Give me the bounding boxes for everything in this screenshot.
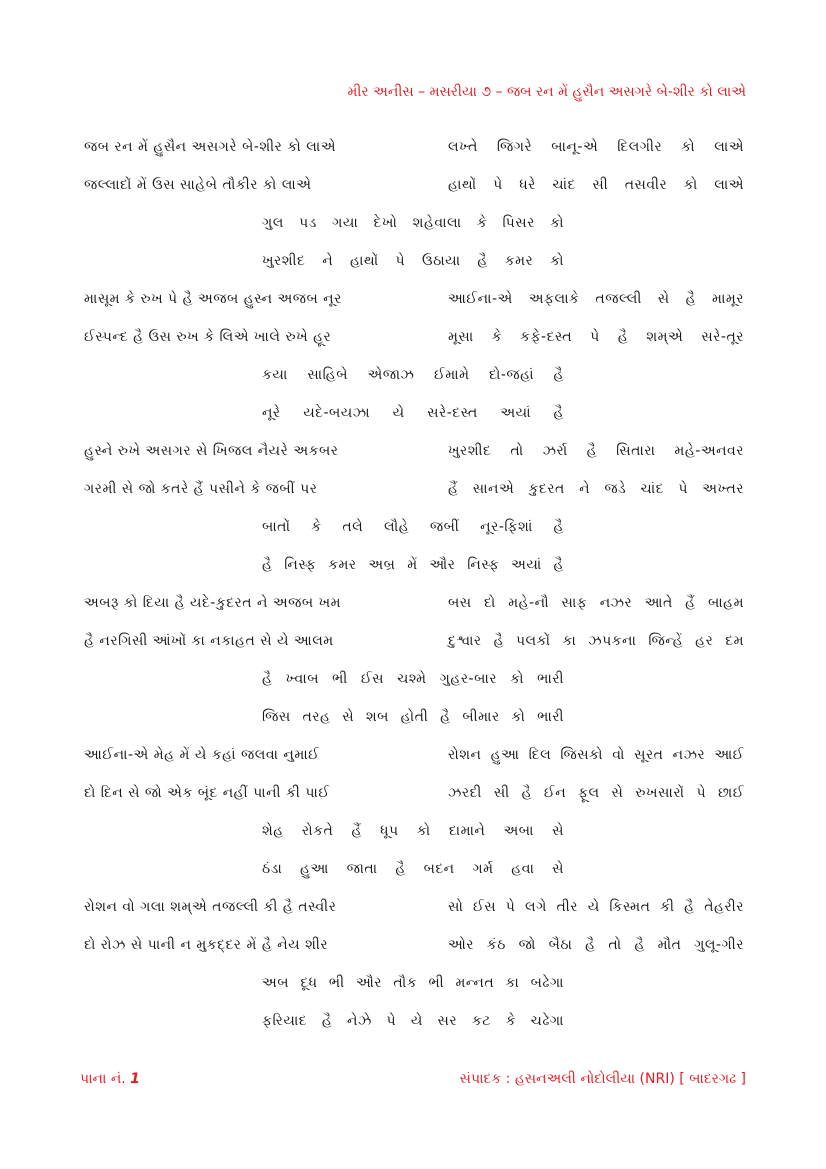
- verse-line-right: ઝરદી સી હૈ ઈન ફૂલ સે રુખસારોં પે છાઈ: [448, 785, 744, 801]
- refrain-line: બાતોં કે તલે લૌહે જબીં નૂર-ફિશાં હૈ: [262, 519, 564, 535]
- verse-line-left: અબરૂ કો દિયા હૈ યદે-કુદરત ને અજબ ખમ: [84, 595, 341, 611]
- page-number: 1: [130, 1071, 140, 1087]
- refrain-line: કયા સાહિબે એજાઝ ઈમામે દો-જહાં હૈ: [262, 367, 564, 383]
- verse-line-left: જબ રન મેં હુસૈન અસગરે બે-શીર કો લાએ: [84, 139, 336, 155]
- verse-line-left: રોશન વો ગલા શમ્એ તજલ્લી કી હૈ તસ્વીર: [84, 899, 337, 915]
- verse-line-left: ઈસ્પન્દ હૈ ઉસ રુખ કે લિએ ખાલે રુખે હૂર: [84, 329, 332, 345]
- page-label: પાના નં.: [80, 1071, 126, 1087]
- verse-line-right: રોશન હુઆ દિલ જિસકો વો સૂરત નઝર આઈ: [448, 747, 744, 763]
- verse-line-right: આઈના-એ અફલાકે તજલ્લી સે હૈ મામૂર: [448, 291, 744, 307]
- page-number-label: [80, 1071, 140, 1087]
- verse-line-right: હાથોં પે ધરે ચાંદ સી તસવીર કો લાએ: [448, 177, 744, 193]
- refrain-line: હૈ ખ્વાબ ભી ઈસ ચશ્મે ગુહર-બાર કો ભારી: [262, 671, 564, 687]
- refrain-line: ઠંડા હુઆ જાતા હૈ બદન ગર્મ હવા સે: [262, 861, 564, 877]
- refrain-line: જિસ તરહ સે શબ હોતી હૈ બીમાર કો ભારી: [262, 709, 564, 725]
- verse-line-right: ઓર કંઠ જો બૈઠા હૈ તો હૈ મૌત ગુલૂ-ગીર: [448, 937, 744, 953]
- refrain-line: શેહ રોકતે હૈં ધૂપ કો દામાને અબા સે: [262, 823, 564, 839]
- verse-line-right: સો ઈસ પે લગે તીર યે કિસ્મત કી હૈ તેહરીર: [448, 899, 744, 915]
- verse-line-left: માસૂમ કે રુખ પે હૈ અજબ હુસ્ન અજબ નૂર: [84, 291, 342, 307]
- verse-line-left: હૈ નરગિસી આંખોં કા નકાહત સે યે આલમ: [84, 633, 334, 649]
- verse-line-right: હૈં સાનએ કુદરત ને જડે ચાંદ પે અખ્તર: [448, 481, 744, 497]
- verse-line-right: લખ્તે જિગરે બાનૂ-એ દિલગીર કો લાએ: [448, 139, 744, 155]
- refrain-line: અબ દૂધ ભી ઔર તૌક ભી મન્નત કા બઢેગા: [262, 975, 564, 991]
- refrain-line: ગુલ પડ ગયા દેખો શહેવાલા કે પિસર કો: [262, 215, 564, 231]
- verse-line-left: આઈના-એ મેહ મેં યે કહાં જલવા નુમાઈ: [84, 747, 320, 763]
- verse-line-left: જલ્લાદોં મેં ઉસ સાહેબે તૌકીર કો લાએ: [84, 177, 312, 193]
- refrain-line: હૈ નિસ્ફ કમર અબ્ર મેં ઔર નિસ્ફ અયાં હૈ: [262, 557, 564, 573]
- verse-line-right: મૂસા કે કફે-દસ્ત પે હૈ શમ્એ સરે-તૂર: [448, 329, 744, 345]
- verse-line-left: ગરમી સે જો કતરે હૈં પસીને કે જબીં પર: [84, 481, 318, 497]
- refrain-line: ફરિયાદ હૈ નેઝે પે યે સર કટ કે ચઢેગા: [262, 1013, 564, 1029]
- verse-line-right: બસ દો મહે-નૌ સાફ નઝર આતે હૈં બાહમ: [448, 595, 744, 611]
- verse-line-right: ખુરશીદ તો ઝર્રા હૈ સિતારા મહે-અનવર: [448, 443, 744, 459]
- verse-line-left: દો રોઝ સે પાની ન મુકદ્દર મેં હૈ નેય શીર: [84, 937, 329, 953]
- verse-line-left: દો દિન સે જો એક બૂંદ નહીં પાની કી પાઈ: [84, 785, 330, 801]
- verse-line-right: દુશ્વાર હૈ પલકોં કા ઝપકના જિન્હેં હર દમ: [448, 633, 744, 649]
- refrain-line: ખુરશીદ ને હાથોં પે ઉઠાયા હૈ કમર કો: [262, 253, 564, 269]
- page-title: મીર અનીસ – મસરીયા ૭ – જબ રન મેં હુસૈન અસગરે બે-શીર કો લાએ: [347, 84, 746, 100]
- refrain-line: નૂરે યદે-બયઝા યે સરે-દસ્ત અયાં હૈ: [262, 405, 564, 421]
- editor-credit: સંપાદક : હસનઅલી નોદોલીયા (NRI) [ બાદરગઢ ]: [459, 1071, 746, 1087]
- verse-line-left: હુસ્ને રુખે અસગર સે ખિજલ નૈયરે અકબર: [84, 443, 339, 459]
